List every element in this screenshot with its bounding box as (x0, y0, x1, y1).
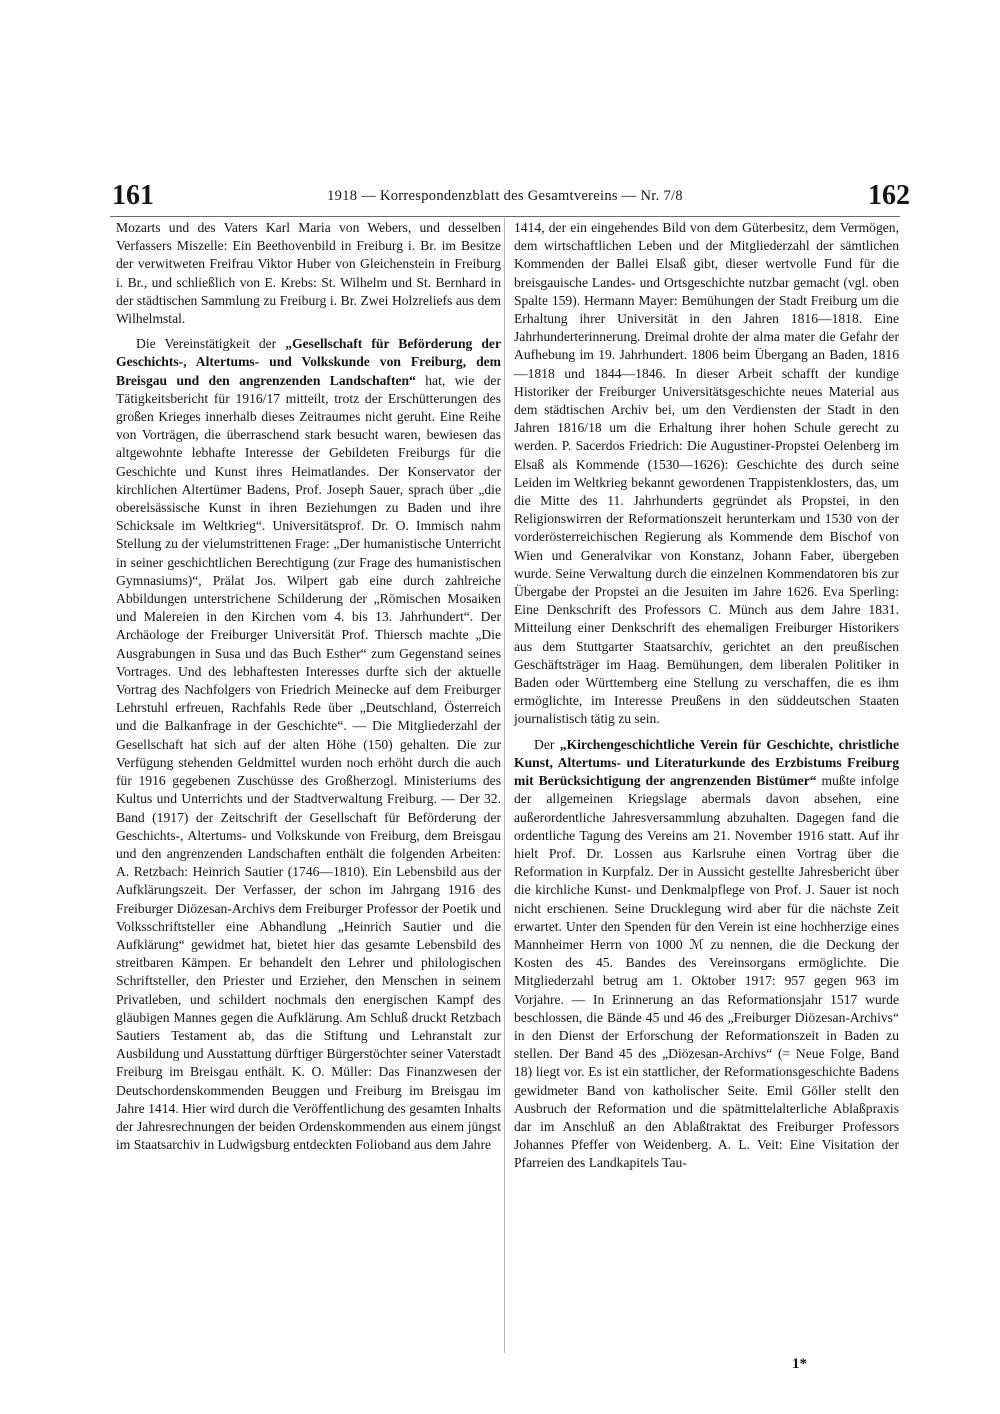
society-name-freiburg: „Gesellschaft für Beförderung der Geschichts-, Altertums- und Volkskunde von Freiburg, dem Breisgau und den angrenzenden Landschaften“ (116, 336, 501, 388)
left-paragraph-2-body: hat, wie der Tätigkeitsbericht für 1916/17 mitteilt, trotz der Erschütterungen des großen Krieges innerhalb dieses Zeitraumes nicht geruht. Eine Reihe von Vorträgen, die überraschend stark besucht waren, bewiesen das altgewohnte lebhafte Interesse der Gebildeten Freiburgs für die Geschichte und Kunst ihres Heimatlandes. Der Konservator der kirchlichen Altertümer Badens, Prof. Joseph Sauer, sprach über „die oberelsässische Kunst in ihren Beziehungen zu Baden und ihre Schicksale im Weltkrieg“. Universitätsprof. Dr. O. Immisch nahm Stellung zu der vielumstrittenen Frage: „Der humanistische Unterricht in seiner geschichtlichen Berechtigung (zur Frage des humanistischen Gymnasiums)“, Prälat Jos. Wilpert gab eine durch zahlreiche Abbildungen unterstrichene Schilderung der „Römischen Mosaiken und Malereien in den Kirchen vom 4. bis 13. Jahrhundert“. Der Archäologe der Freiburger Universität Prof. Thiersch machte „Die Ausgrabungen in Susa und das Buch Esther“ zum Gegenstand seines Vortrages. Und des lebhaftesten Interesses durfte sich der aktuelle Vortrag des Nachfolgers von Friedrich Meinecke auf dem Freiburger Lehrstuhl erfreuen, Rachfahls Rede über „Deutschland, Österreich und die Balkanfrage in der Geschichte“. — Die Mitgliederzahl der Gesellschaft hat sich auf der alten Höhe (150) gehalten. Die zur Verfügung stehenden Geldmittel wurden noch erhöht durch die auch für 1916 gegebenen Zuschüsse des Großherzogl. Ministeriums des Kultus und Unterrichts und der Stadtverwaltung Freiburg. — Der 32. Band (1917) der Zeitschrift der Gesellschaft für Beförderung der Geschichts-, Altertums- und Volkskunde von Freiburg, dem Breisgau und den angrenzenden Landschaften enthält die folgenden Arbeiten: A. Retzbach: Heinrich Sautier (1746—1810). Ein Lebensbild aus der Aufklärungszeit. Der Verfasser, der schon im Jahrgang 1916 des Freiburger Diözesan-Archivs dem Freiburger Professor der Poetik und Volksschriftsteller eine Abhandlung „Heinrich Sautier und die Aufklärung“ gewidmet hat, bietet hier das gesamte Lebensbild des streitbaren Kämpen. Er behandelt den Lehrer und philologischen Schriftsteller, den Priester und Erzieher, den Menschen in seinem Privatleben, und schildert nochmals den energischen Kampf des gläubigen Mannes gegen die Aufklärung. Am Schluß druckt Retzbach Sautiers Testament ab, das die Stiftung und Lehranstalt zur Ausbildung und Ausstattung dürftiger Bürgerstöchter seiner Vaterstadt Freiburg im Breisgau enthält. K. O. Müller: Das Finanzwesen der Deutschordenskommenden Beuggen und Freiburg im Breisgau im Jahre 1414. Hier wird durch die Veröffentlichung des gesamten Inhalts der Jahresrechnungen der beiden Ordenskommenden aus einem jüngst im Staatsarchiv in Ludwigsburg entdeckten Folioband aus dem Jahre (116, 372, 501, 1153)
right-paragraph-2-intro: Der (534, 736, 560, 752)
left-paragraph-2-intro: Die Vereinstätigkeit der (136, 336, 286, 352)
society-name-kirchengeschichte: „Kirchengeschichtliche Verein für Geschichte, christliche Kunst, Altertums- und Literaturkunde des Erzbistums Freiburg mit Berücksichtigung der angrenzenden Bistümer“ (514, 736, 899, 789)
page-number-right: 162 (868, 180, 910, 211)
header-rule (110, 216, 900, 217)
right-paragraph-2 (514, 736, 899, 1173)
right-column (514, 219, 899, 1173)
running-title: 1918 — Korrespondenzblatt des Gesamtvereins — Nr. 7/8 (327, 188, 683, 204)
page-number-left: 161 (112, 180, 154, 211)
left-column (116, 219, 501, 1154)
left-paragraph-2 (116, 335, 501, 1154)
left-paragraph-1: Mozarts und des Vaters Karl Maria von Webers, und desselben Verfassers Miszelle: Ein Beethovenbild in Freiburg i. Br. im Besitze der verwitweten Freifrau Viktor Huber von Gleichenstein in Freiburg i. Br., und schließlich von E. Krebs: St. Wilhelm und St. Bernhard in der städtischen Sammlung zu Freiburg i. Br. Zwei Holzreliefs aus dem Wilhelmstal. (116, 220, 501, 327)
page-header (100, 176, 910, 216)
right-paragraph-2-body: mußte infolge der allgemeinen Kriegslage abermals davon absehen, eine außerordentliche Jahresversammlung abzuhalten. Dagegen fand die ordentliche Tagung des Vereins am 21. November 1916 statt. Auf ihr hielt Prof. Dr. Lossen aus Karlsruhe einen Vortrag über die Reformation in Kurpfalz. Der in Aussicht gestellte Jahresbericht über die kirchliche Kunst- und Denkmalpflege von Prof. J. Sauer ist noch nicht erschienen. Seine Drucklegung wird aber für die nächste Zeit erwartet. Unter den Spenden für den Verein ist eine hochherzige eines Mannheimer Herrn von 1000 ℳ zu nennen, die die Deckung der Kosten des 45. Bandes des Vereinsorgans ermöglichte. Die Mitgliederzahl betrug am 1. Oktober 1917: 957 gegen 963 im Vorjahre. — In Erinnerung an das Reformationsjahr 1517 wurde beschlossen, die Bände 45 und 46 des „Freiburger Diözesan-Archivs“ in den Dienst der Erforschung der Reformationszeit in Baden zu stellen. Der Band 45 des „Diözesan-Archivs“ (= Neue Folge, Band 18) liegt vor. Es ist ein stattlicher, der Reformationsgeschichte Badens gewidmeter Band von katholischer Seite. Emil Göller stellt den Ausbruch der Reformation und die spätmittelalterliche Ablaßpraxis dar im Anschluß an den Ablaßtraktat des Freiburger Professors Johannes Pfeffer von Weidenberg. A. L. Veit: Eine Visitation der Pfarreien des Landkapitels Tau- (514, 773, 899, 1171)
column-divider (504, 218, 505, 1353)
signature-mark: 1* (792, 1356, 807, 1372)
right-paragraph-1: 1414, der ein eingehendes Bild von dem Güterbesitz, dem Vermögen, dem wirtschaftlichen Leben und der Mitgliederzahl der sämtlichen Kommenden der Ballei Elsaß gibt, dieser wertvolle Fund für die breisgauische Landes- und Ortsgeschichte nutzbar gemacht (vgl. oben Spalte 159). Hermann Mayer: Bemühungen der Stadt Freiburg um die Erhaltung ihrer Universität in den Jahren 1816—1818. Eine Jahrhunderterinnerung. Dreimal drohte der alma mater die Gefahr der Aufhebung im 19. Jahrhundert. 1806 beim Übergang an Baden, 1816—1818 und 1844—1846. In dieser Arbeit schafft der kundige Historiker der Freiburger Universitätsgeschichte neues Material aus dem städtischen Archiv bei, um den Verdiensten der Stadt in den Jahren 1816/18 um die Erhaltung ihrer hohen Schule gerecht zu werden. P. Sacerdos Friedrich: Die Augustiner-Propstei Oelenberg im Elsaß als Kommende (1530—1626): Geschichte des durch seine Leiden im Weltkrieg bekannt gewordenen Trappistenklosters, das, um die Mitte des 11. Jahrhunderts gegründet als Propstei, in den Religionswirren der Reformationszeit herunterkam und 1530 von der vorderösterreichischen Regierung als Kommende dem Bischof von Wien und Generalvikar von Konstanz, Johann Faber, übergeben wurde. Seine Verwaltung durch die einzelnen Kommendatoren bis zur Übergabe der Propstei an die Jesuiten im Jahre 1626. Eva Sperling: Eine Denkschrift des Professors C. Münch aus dem Jahre 1831. Mitteilung einer Denkschrift des ehemaligen Freiburger Historikers aus dem Stuttgarter Staatsarchiv, gerichtet an den preußischen Geschäftsträger im Haag. Bemühungen, dem liberalen Politiker in Baden oder Württemberg eine Stellung zu verschaffen, die es ihm ermöglichte, im Interesse Preußens in den süddeutschen Staaten journalistisch tätig zu sein. (514, 220, 899, 727)
